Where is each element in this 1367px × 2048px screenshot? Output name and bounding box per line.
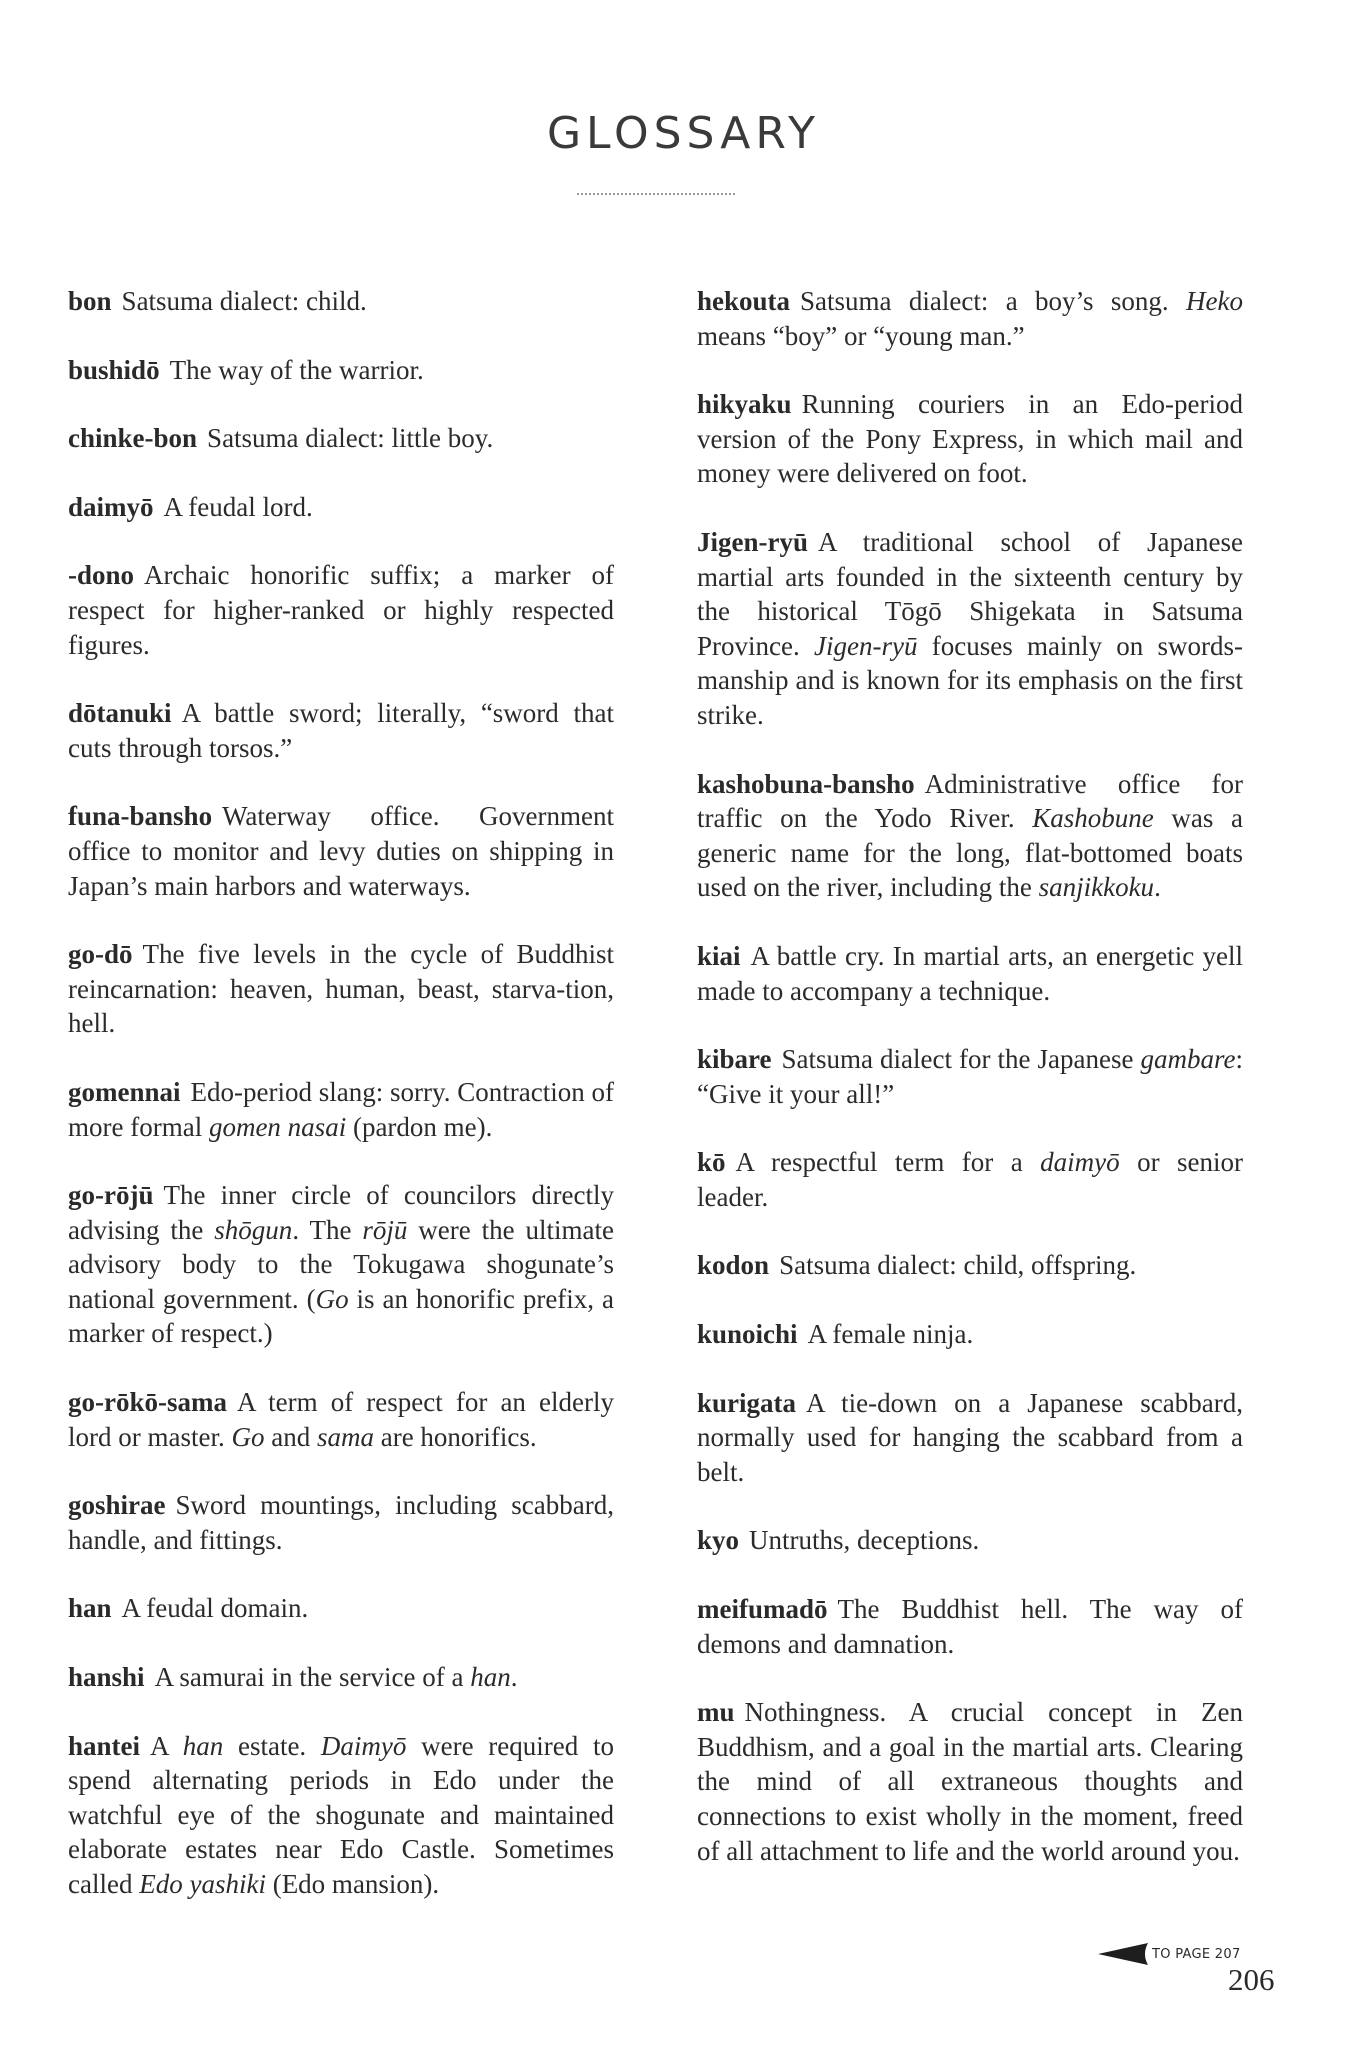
definition-text: A female ninja. [807,1319,974,1350]
definition-italic-text: sanjikkoku [1038,872,1155,903]
definition-text: A term of respect for an elderly lord or master. [68,1387,614,1452]
glossary-term: goshirae [68,1490,166,1521]
glossary-entry [697,1042,1243,1111]
glossary-entry [697,1592,1243,1661]
glossary-entry [697,1248,1243,1283]
definition-text: A [150,1730,183,1761]
definition-text: : “Give it your all!” [697,1044,1243,1109]
glossary-term: kunoichi [697,1319,798,1350]
definition-text: The way of the warrior. [169,354,424,385]
glossary-entry [68,421,614,456]
glossary-entry [68,353,614,388]
glossary-entry [697,1695,1243,1868]
definition-italic-text: Edo yashiki [139,1869,266,1899]
glossary-term: meifumadō [697,1594,828,1625]
continue-label: TO PAGE 207 [1152,1946,1241,1962]
definition-text: was a generic name for the long, flat-bottomed boats used on the river, including the [697,803,1243,903]
definition-italic-text: Go [231,1421,265,1452]
definition-italic-text: rōjū [362,1214,408,1245]
glossary-entry [68,937,614,1041]
definition-italic-text: Kashobune [1032,803,1154,834]
glossary-entry [697,1386,1243,1490]
definition-text: A feudal domain. [121,1593,309,1624]
glossary-entry [68,284,614,319]
definition-text: A battle cry. In martial arts, an energetic yell made to accompany a technique. [697,940,1243,1006]
definition-text: (Edo mansion). [265,1869,440,1899]
glossary-term: bushidō [68,354,160,385]
glossary-term: han [68,1593,112,1624]
definition-italic-text: han [470,1662,511,1693]
definition-text: Administrative office for traffic on the Yodo River. [697,768,1243,834]
definition-text: are honorifics. [373,1421,537,1452]
definition-text: Nothingness. A crucial concept in Zen Buddhism, and a goal in the martial arts. Clearing the mind of all extraneous thoughts and connections to exist wholly in the moment, freed of all attachment to life and the world around you. [697,1697,1243,1866]
glossary-term: kō [697,1147,726,1178]
definition-text: The five levels in the cycle of Buddhist reincarnation: heaven, human, beast, starva-tion, hell. [68,939,614,1039]
definition-text: Satsuma dialect: a boy’s song. [800,286,1187,316]
definition-text: (pardon me). [346,1111,493,1142]
definition-text: The inner circle of councilors directly advising the [68,1180,614,1245]
glossary-entry [68,1385,614,1454]
glossary-entry [68,558,614,662]
definition-text: A samurai in the service of a [154,1662,471,1693]
glossary-column-right [697,284,1243,1902]
definition-text: The Buddhist hell. The way of demons and damnation. [697,1594,1243,1659]
glossary-term: kashobuna-bansho [697,768,915,799]
glossary-term: chinke-bon [68,423,198,454]
glossary-term: mu [697,1697,735,1728]
definition-text: A traditional school of Japanese martial arts founded in the sixteenth century by the historical Tōgō Shigekata in Satsuma Province. [697,526,1243,661]
glossary-column-left [68,284,614,1936]
glossary-term: gomennai [68,1076,181,1107]
definition-text: is an honorific prefix, a marker of respect.) [68,1283,614,1349]
definition-text: or senior leader. [697,1147,1243,1212]
glossary-entry [697,1523,1243,1558]
definition-text: Satsuma dialect: little boy. [207,423,494,454]
glossary-term: kurigata [697,1387,797,1418]
glossary-term: hanshi [68,1662,145,1693]
definition-italic-text: daimyō [1040,1147,1120,1178]
arrow-left-pointer-icon [1098,1943,1148,1965]
glossary-term: kiai [697,940,741,971]
glossary-term: bon [68,286,112,316]
glossary-entry [697,767,1243,905]
glossary-term: kodon [697,1250,770,1281]
definition-text: Edo-period slang: sorry. Contraction of more formal [68,1076,614,1142]
glossary-entry [68,1729,614,1902]
definition-text: . [510,1662,518,1693]
definition-italic-text: sama [316,1421,374,1452]
definition-italic-text: han [182,1730,224,1761]
definition-italic-text: Daimyō [320,1730,407,1761]
definition-text: A feudal lord. [163,491,313,522]
definition-text: Satsuma dialect: child. [121,286,367,316]
title-ornament-divider [577,193,735,195]
glossary-term: Jigen-ryū [697,526,808,557]
definition-text: Satsuma dialect: child, offspring. [779,1250,1137,1281]
page-title: GLOSSARY [546,108,821,159]
glossary-term: go-dō [68,939,133,970]
glossary-term: funa-bansho [68,801,213,832]
glossary-term: hikyaku [697,389,792,420]
definition-text: and [264,1421,317,1452]
glossary-term: kyo [697,1525,740,1556]
glossary-entry [68,1075,614,1144]
glossary-entry [697,284,1243,353]
glossary-term: dōtanuki [68,698,172,729]
definition-text: Running couriers in an Edo-period version of the Pony Express, in which mail and money were delivered on foot. [697,389,1243,489]
definition-italic-text: shōgun [214,1214,293,1245]
glossary-entry [697,387,1243,491]
glossary-entry [697,939,1243,1008]
definition-text: A battle sword; literally, “sword that cuts through torsos.” [68,698,614,763]
glossary-term: hekouta [697,286,791,316]
definition-text: estate. [223,1730,321,1761]
glossary-entry [68,1591,614,1626]
glossary-entry [697,1317,1243,1352]
continue-to-next-page[interactable] [1098,1944,1241,1964]
definition-text: A respectful term for a [735,1147,1041,1178]
definition-italic-text: Go [315,1283,349,1314]
glossary-entry [68,1660,614,1695]
definition-text: Waterway office. Government office to monitor and levy duties on shipping in Japan’s main harbors and waterways. [68,801,614,901]
glossary-term: daimyō [68,491,154,522]
definition-text: Untruths, deceptions. [749,1525,980,1556]
glossary-entry [697,525,1243,733]
definition-italic-text: Heko [1186,286,1243,316]
definition-italic-text: gambare [1140,1044,1236,1075]
definition-text: means “boy” or “young man.” [697,320,1025,351]
definition-text: Sword mountings, including scabbard, handle, and fittings. [68,1490,614,1555]
glossary-term: hantei [68,1730,141,1761]
glossary-entry [68,1488,614,1557]
definition-text: were the ultimate advisory body to the Tokugawa shogunate’s national government. ( [68,1214,614,1314]
glossary-term: kibare [697,1044,772,1075]
page-number: 206 [1228,1962,1275,1997]
definition-text: . The [292,1214,363,1245]
definition-text: A tie-down on a Japanese scabbard, normally used for hanging the scabbard from a belt. [697,1387,1243,1487]
glossary-entry [68,799,614,903]
glossary-entry [68,696,614,765]
definition-italic-text: Jigen-ryū [814,630,918,661]
definition-text: Satsuma dialect for the Japanese [781,1044,1141,1075]
glossary-entry [68,1178,614,1351]
glossary-entry [697,1145,1243,1214]
definition-italic-text: gomen nasai [208,1111,347,1142]
definition-text: focuses mainly on swordsmanship and is known for its emphasis on the first strike. [697,630,1243,730]
definition-text: . [1154,872,1161,903]
definition-text: were required to spend alternating periods in Edo under the watchful eye of the shogunate and maintained elaborate estates near Edo Castle. Sometimes called [68,1730,614,1899]
definition-text: Archaic honorific suffix; a marker of respect for higher-ranked or highly respected figures. [68,560,614,660]
glossary-term: go-rōkō-sama [68,1387,227,1418]
glossary-term: -dono [68,560,135,591]
glossary-term: go-rōjū [68,1180,154,1211]
glossary-entry [68,490,614,525]
